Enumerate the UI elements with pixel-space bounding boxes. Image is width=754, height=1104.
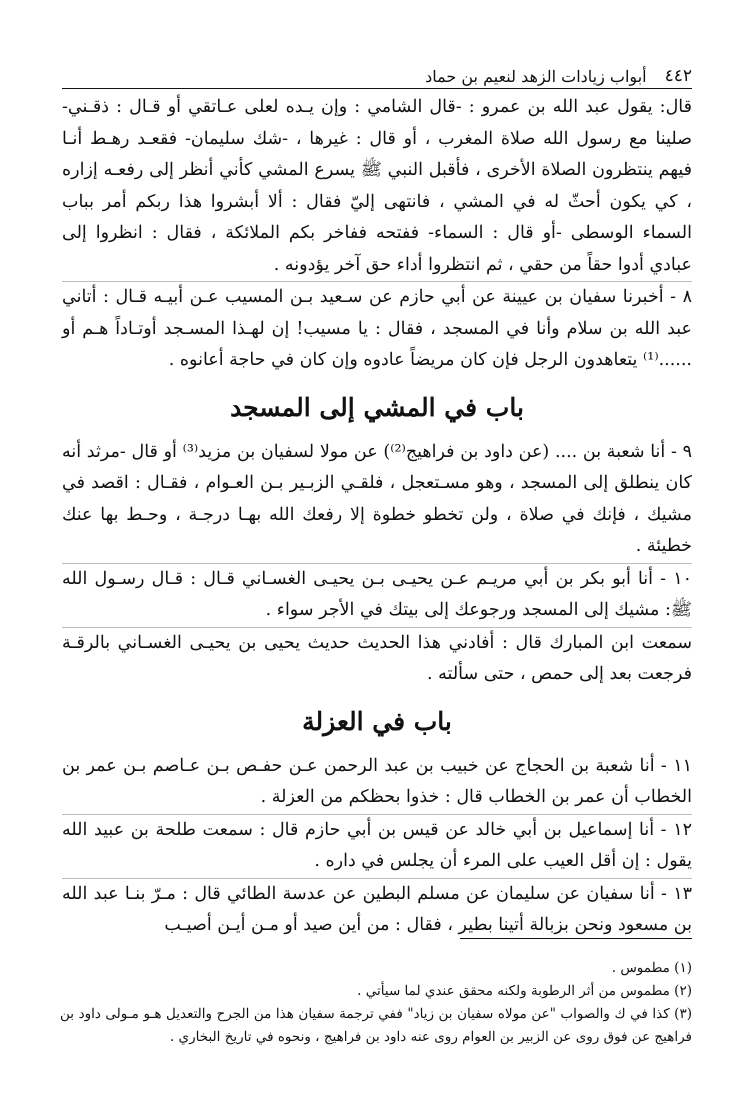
hadith-10: ١٠ - أنا أبو بكر بن أبي مريـم عـن يحيـى بـن يحيـى الغسـاني قـال : قـال رسـول الله ﷺ: مشيك إلى المسجد ورجوعك إلى بيتك في الأجر سواء . xyxy=(62,563,692,627)
section-heading-seclusion: باب في العزلة xyxy=(302,706,452,736)
main-text xyxy=(62,92,692,942)
hadith-8: ٨ - أخبرنا سفيان بن عيينة عن أبي حازم عن سـعيد بـن المسيب عـن أبيـه قـال : أتاني عبد الله بن سلام وأنا في المسجد ، فقال : يا مسيب! إن لهـذا المسـجد أوتـاداً هـم أو ......⁽¹⁾ يتعاهدون الرجل فإن كان مريضاً عادوه وإن كان في حاجة أعانوه . xyxy=(62,281,692,377)
section-heading-walking-to-mosque: باب في المشي إلى المسجد xyxy=(230,392,524,422)
paragraph-continued: قال: يقول عبد الله بن عمرو : -قال الشامي : وإن يـده لعلى عـاتقي أو قـال : ذقـني- صلينا مع رسول الله صلاة المغرب ، أو قال : غيرها ، -شك سليمان- فقعـد رهـط أنـا فيهم ينتظرون الصلاة الأخرى ، فأقبل النبي ﷺ يسرع المشي كأني أنظر إلى رفعـه إزاره ، كي يكون أحثّ له في المشي ، فانتهى إليّ فقال : ألا أبشروا هذا ربكم أمر بباب السماء الوسطى -أو قال : السماء- ففتحه ففاخر بكم الملائكة ، فقال : انظروا إلى عبادي أدوا حقاً من حقي ، ثم انتظروا أداء حق آخر يؤدونه . xyxy=(62,97,692,275)
hadith-11: ١١ - أنا شعبة بن الحجاج عن خبيب بن عبد الرحمن عـن حفـص بـن عـاصم بـن عمر بن الخطاب أن عمر بن الخطاب قال : خذوا بحظكم من العزلة . xyxy=(62,755,692,807)
running-header xyxy=(62,60,692,89)
hadith-12: ١٢ - أنا إسماعيل بن أبي خالد عن قيس بن أبي حازم قال : سمعت طلحة بن عبيد الله يقول : إن أقل العيب على المرء أن يجلس في داره . xyxy=(62,814,692,878)
footnote-1: (١) مطموس . xyxy=(611,960,692,976)
page-number: ٤٤٢ xyxy=(664,66,692,86)
footnote-3: (٣) كذا في ك والصواب "عن مولاه سفيان بن زياد" ففي ترجمة سفيان هذا من الجرح والتعديل هـو مـولى داود بن فراهيج عن فوق روى عن الزبير بن العوام روى عنه داود بن فراهيج ، ونحوه في تاريخ البخاري . xyxy=(60,1006,692,1045)
hadith-13: ١٣ - أنا سفيان عن سليمان عن مسلم البطين عن عدسة الطائي قال : مـرّ بنـا عبد الله بن مسعود ونحن بزبالة أتينا بطير ، فقال : من أين صيد أو مـن أيـن أصيـب xyxy=(62,878,692,942)
hadith-10-note: سمعت ابن المبارك قال : أفادني هذا الحديث حديث يحيى بن يحيـى الغسـاني بالرقـة فرجعت بعد إلى حمص ، حتى سألته . xyxy=(62,627,692,691)
footnotes xyxy=(60,957,692,1049)
hadith-9: ٩ - أنا شعبة بن .... (عن داود بن فراهيج⁽²⁾) عن مولا لسفيان بن مزيد⁽³⁾ أو قال -مرثد أنه كان ينطلق إلى المسجد ، وهو مسـتعجل ، فلقـي الزبـير بـن العـوام ، فقـال : اقصد في مشيك ، فإنك في صلاة ، ولن تخطو خطوة إلا رفعك الله بهـا درجـة ، وحـط بها عنك خطيئة . xyxy=(62,441,692,556)
footnote-2: (٢) مطموس من أثر الرطوبة ولكنه محقق عندي لما سيأتي . xyxy=(357,983,692,999)
footnote-separator xyxy=(460,938,692,939)
running-title: أبواب زيادات الزهد لنعيم بن حماد xyxy=(425,67,647,86)
